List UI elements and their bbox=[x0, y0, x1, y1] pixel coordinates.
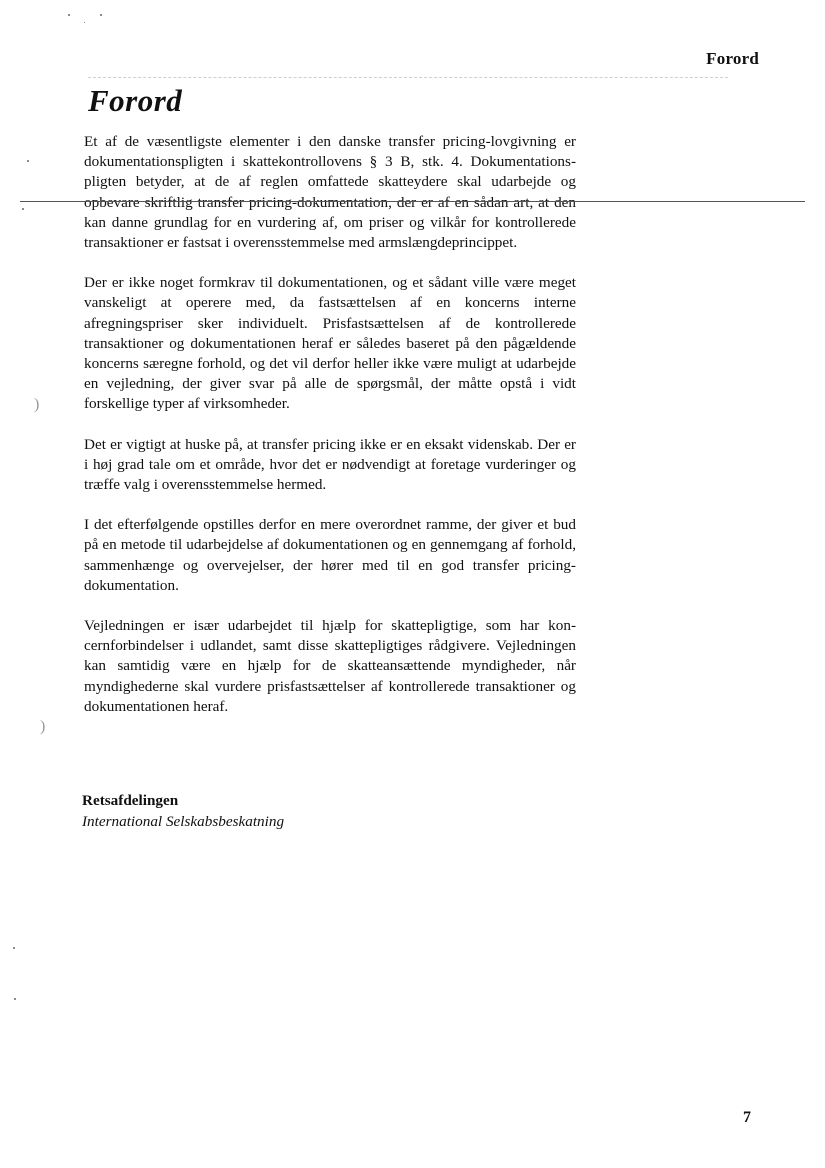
scan-speck bbox=[27, 160, 29, 162]
scan-artifact-line bbox=[20, 201, 805, 202]
signature-department: International Selskabsbeskatning bbox=[82, 813, 285, 830]
header-rule bbox=[88, 77, 728, 78]
scan-speck bbox=[100, 14, 102, 16]
paragraph: I det efterfølgende opstilles derfor en mere overordnet ramme, der giver et bud på en metode til udarbejdelse af dokumentationen og en gennemgang af forhold, sammenhænge og overvejelser, der hører med til en god transfer pricing-dokumentation. bbox=[84, 516, 576, 594]
binding-hole-mark: ) bbox=[40, 718, 46, 735]
scan-speck bbox=[14, 998, 16, 1000]
page-number: 7 bbox=[743, 1109, 751, 1126]
scan-speck bbox=[84, 22, 85, 23]
body-text bbox=[84, 132, 576, 737]
signature-name: Retsafdelingen bbox=[82, 792, 179, 809]
paragraph: Der er ikke noget formkrav til dokumentationen, og et sådant ville være meget vanskeligt at operere med, da fastsættelsen af en koncerns interne afregningspriser sker individuelt. Prisfastsættelsen af de kontrollerede transaktioner og dokumentationen heraf er således baseret på den pågældende koncerns særegne forhold, og det vil derfor heller ikke være muligt at udarbejde en vejledning, der giver svar på alle de spørgsmål, der måtte opstå i vidt forskellige typer af virksomheder. bbox=[84, 274, 576, 413]
scan-speck bbox=[13, 947, 15, 949]
page-header-label: Forord bbox=[706, 49, 759, 68]
binding-hole-mark: ) bbox=[34, 396, 40, 413]
paragraph: Vejledningen er især udarbejdet til hjælp for skattepligtige, som har koncernforbindelser i udlandet, samt disse skattepligtiges rådgivere. Vejledningen kan samtidig være en hjælp for de skatteansættende myndigheder, når myndighederne skal vurdere prisfastsættelser af kontrollerede transaktioner og dokumentationen heraf. bbox=[84, 617, 576, 715]
paragraph: Et af de væsentligste elementer i den danske transfer pricing-lovgivning er dokumentationspligten i skattekontrollovens § 3 B, stk. 4. Dokumentationspligten betyder, at de af reglen omfattede skatteydere skal udarbejde og opbevare skriftlig transfer pricing-dokumentation, der er af en sådan art, at den kan danne grundlag for en vurdering af, om priser og vilkår for kontrollerede transaktioner er fastsat i overensstemmelse med armslængdeprincippet. bbox=[84, 133, 576, 252]
signature-block bbox=[82, 790, 284, 832]
scan-speck bbox=[68, 14, 70, 16]
page-title: Forord bbox=[88, 83, 183, 118]
scan-speck bbox=[22, 208, 24, 210]
paragraph: Det er vigtigt at huske på, at transfer pricing ikke er en eksakt videnskab. Der er i høj grad tale om et område, hvor det er nødvendigt at foretage vurderinger og træffe valg i overensstemmelse hermed. bbox=[84, 435, 576, 494]
